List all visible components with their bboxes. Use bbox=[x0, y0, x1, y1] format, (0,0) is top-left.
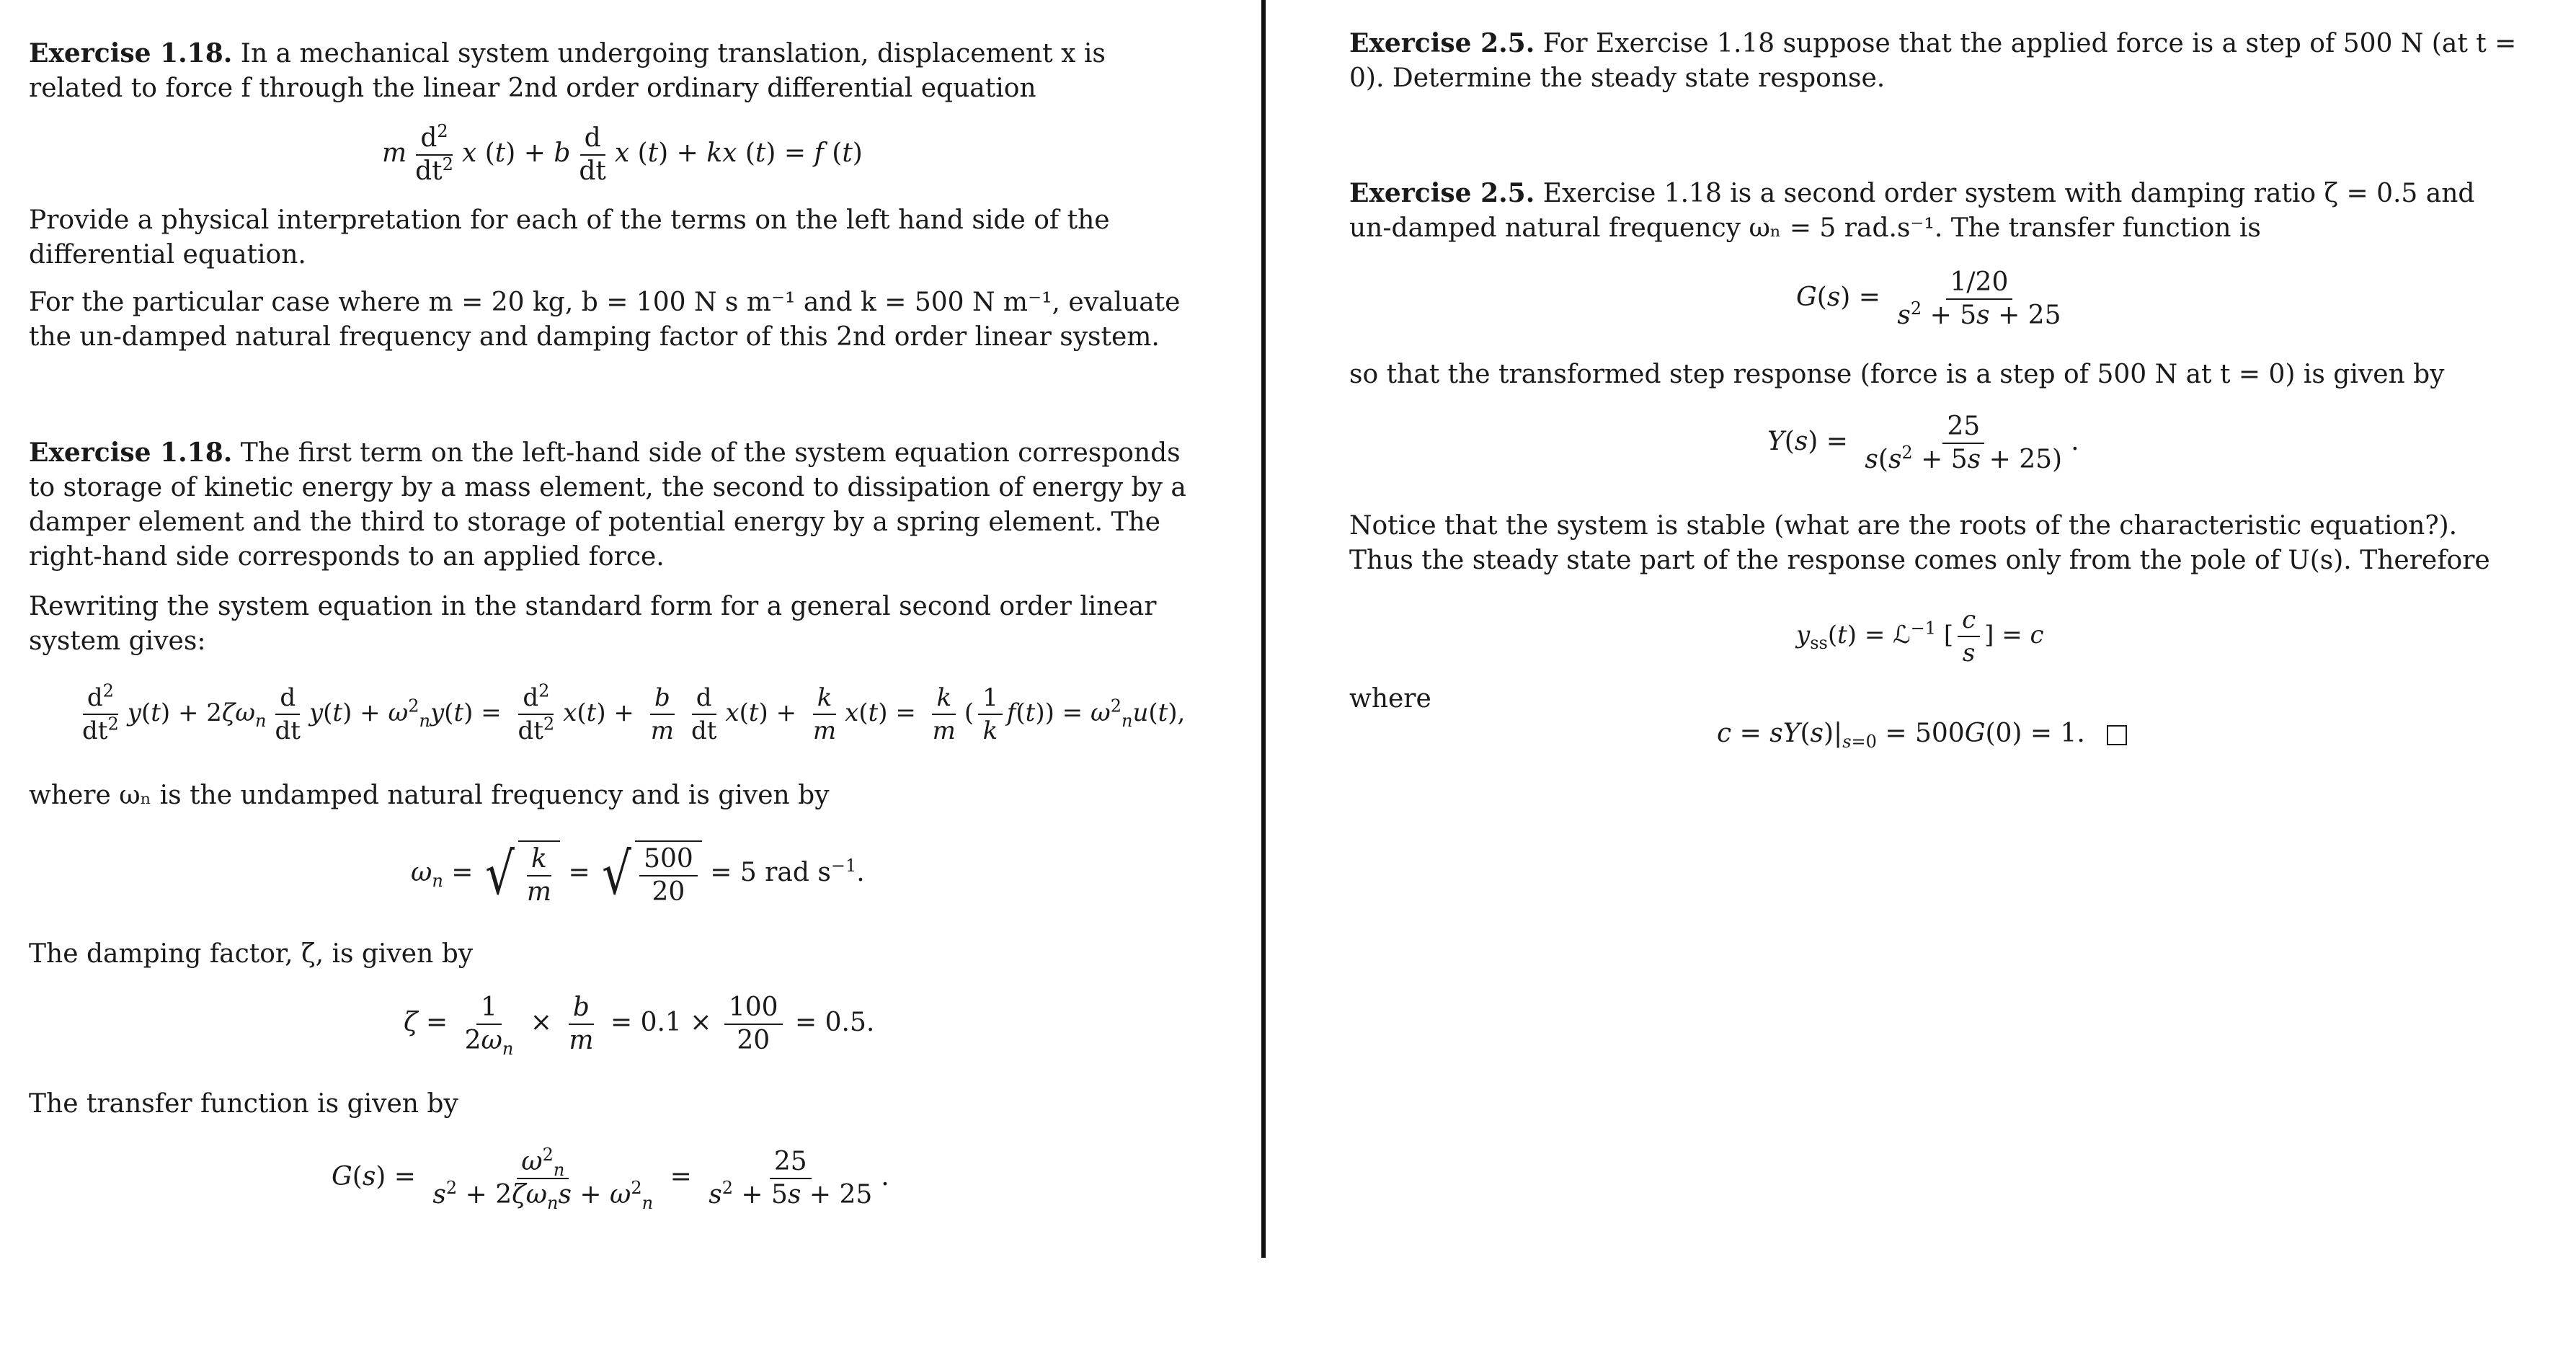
wn-text: where ωₙ is the undamped natural frequency and is given by bbox=[29, 781, 830, 810]
solution-text: Exercise 1.18 is a second order system with damping ratio ζ = 0.5 and un-damped natural frequency ωₙ = 5 rad.s⁻¹. The transfer function is bbox=[1349, 179, 2475, 243]
rewrite-text: Rewriting the system equation in the standard form for a general second order linear system gives: bbox=[29, 592, 1157, 656]
exercise-2-5-solution bbox=[1349, 176, 2517, 246]
g-equation: G(s) = $\frac{1/20}{s^2 + 5s + 25}$ bbox=[1796, 267, 2061, 330]
zeta-equation: ζ = $\frac{1}{2\omega_n}$ × $\frac{b}{m}$ = 0.1 × $\frac{100}{20}$ = 0.5. bbox=[404, 993, 875, 1060]
solution-text: The first term on the left-hand side of the system equation corresponds to storage of kinetic energy by a mass element, the second to dissipation of energy by a damper element and the third to storage of potential energy by a spring element. The right-hand side corresponds to an applied force. bbox=[29, 438, 1186, 572]
interpretation-prompt: Provide a physical interpretation for each of the terms on the left hand side of the differential equation. bbox=[29, 205, 1110, 270]
exercise-heading: Exercise 2.5. bbox=[1349, 28, 1535, 58]
question-text: For Exercise 1.18 suppose that the applied force is a step of 500 N (at t = 0). Determine the steady state response. bbox=[1349, 29, 2517, 93]
exercise-1-18-solution bbox=[29, 435, 1196, 574]
stable-text: Notice that the system is stable (what are the roots of the characteristic equation?). Thus the steady state part of the response comes only from the pole of U(s). Therefore bbox=[1349, 511, 2490, 575]
tf-text: The transfer function is given by bbox=[29, 1089, 458, 1119]
column-divider bbox=[1261, 0, 1266, 1258]
qed-box bbox=[2107, 725, 2127, 745]
zeta-text: The damping factor, ζ, is given by bbox=[29, 939, 474, 969]
exercise-heading: Exercise 1.18. bbox=[29, 38, 233, 68]
step-text: so that the transformed step response (force is a step of 500 N at t = 0) is given by bbox=[1349, 360, 2445, 389]
solution-heading: Exercise 1.18. bbox=[29, 438, 233, 468]
tf-equation: G(s) = $\frac{\omega^2_n}{s^2 + 2\zeta\omega_ns + \omega^2_n}$ = $\frac{25}{s^2 + 5s + 25}$ . bbox=[332, 1145, 889, 1214]
where-label: where bbox=[1349, 684, 1431, 714]
exercise-1-18-question bbox=[29, 36, 1196, 106]
ode-equation: m $\frac{d^2}{dt^2}$ x (t) + b $\frac{d}{dt}$ x (t) + kx (t) = f (t) bbox=[382, 121, 863, 186]
particular-case-prompt: For the particular case where m = 20 kg, b = 100 N s m⁻¹ and k = 500 N m⁻¹, evaluate the un-damped natural frequency and damping factor of this 2nd order linear system. bbox=[29, 288, 1181, 352]
exercise-2-5-question bbox=[1349, 26, 2517, 96]
wn-equation: $\omega_n$ = √ $\frac{k}{m}$ = √ $\frac{500}{20}$ = 5 rad $s^{-1}$. bbox=[411, 840, 865, 907]
yss-equation: $y_{ss}(t)$ = ℒ$^{-1}$ [ $\frac{c}{s}$ ] = c bbox=[1796, 605, 2044, 667]
solution-heading: Exercise 2.5. bbox=[1349, 178, 1535, 208]
c-equation: $c = sY(s)|_{s=0} = 500G(0) = 1$. bbox=[1717, 716, 2127, 751]
standard-form-equation: $\frac{d^2}{dt^2}$ $y(t) + 2\zeta\omega_n$ $\frac{d}{dt}$ $y(t) + \omega^2_ny(t)$ = $\frac{d^2}{dt^2}$ x(t) + $\frac{b}{m}$ $\frac{d}{dt}$ x(t) + $\frac{k}{m}$ x(t) = $\frac{k}{m}$ ( $\frac{1}{k}$ $f(t)) = \omega^2_nu(t)$, bbox=[82, 680, 1186, 745]
y-equation: Y(s) = $\frac{25}{s(s^2 + 5s + 25)}$ . bbox=[1767, 412, 2079, 474]
question-text: In a mechanical system undergoing translation, displacement x is related to force f through the linear 2nd order ordinary differential equation bbox=[29, 39, 1106, 103]
